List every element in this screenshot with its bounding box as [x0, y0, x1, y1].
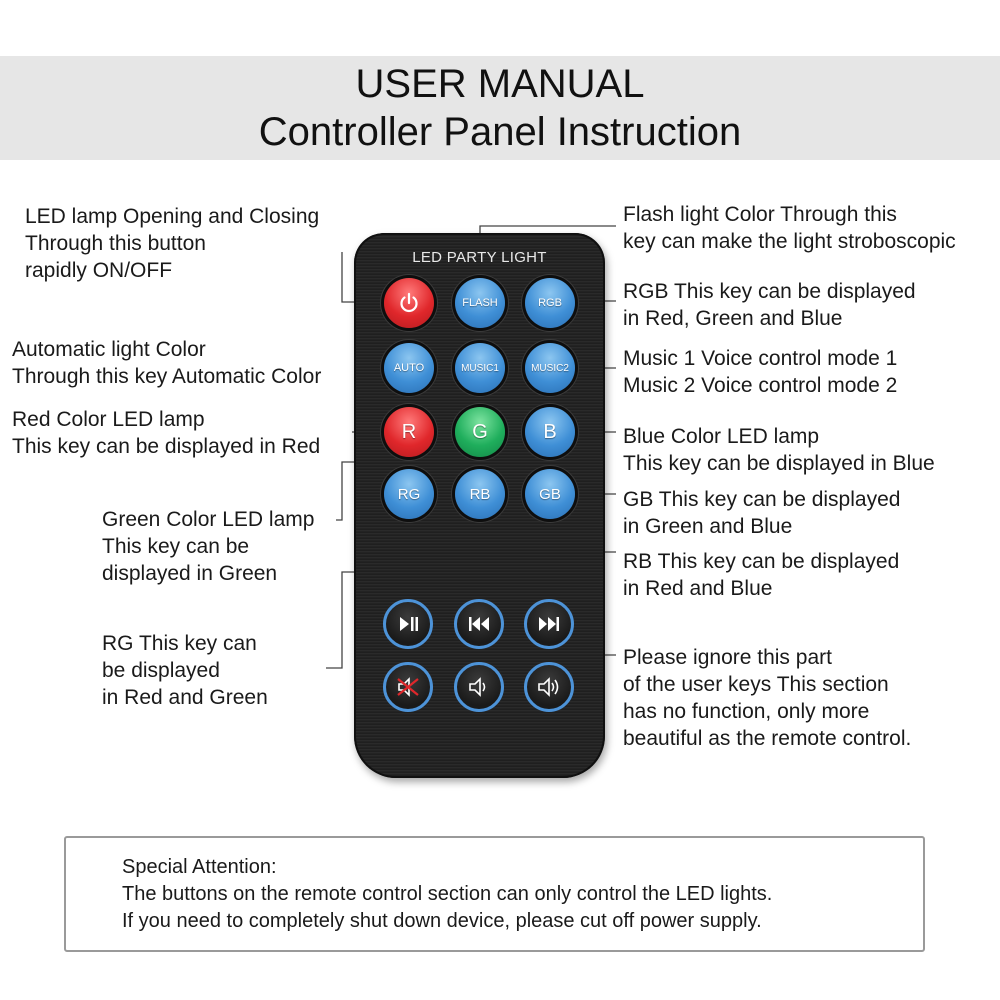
- auto-button[interactable]: AUTO: [384, 343, 434, 393]
- gb-description: GB This key can be displayed in Green and Blue: [623, 488, 901, 538]
- power-button[interactable]: [384, 278, 434, 328]
- power-description: LED lamp Opening and Closing Through this button rapidly ON/OFF: [25, 205, 320, 282]
- music2-button[interactable]: MUSIC2: [525, 343, 575, 393]
- rg-description: RG This key can be displayed in Red and Green: [102, 632, 268, 709]
- rg-button[interactable]: RG: [384, 469, 434, 519]
- previous-icon: [465, 610, 493, 638]
- flash-button[interactable]: FLASH: [455, 278, 505, 328]
- music-description: Music 1 Voice control mode 1 Music 2 Voice control mode 2: [623, 347, 898, 397]
- mute-button[interactable]: [383, 662, 433, 712]
- previous-button[interactable]: [454, 599, 504, 649]
- green-button[interactable]: G: [455, 407, 505, 457]
- volume-down-button[interactable]: [454, 662, 504, 712]
- rb-button[interactable]: RB: [455, 469, 505, 519]
- note-line-2: If you need to completely shut down device, please cut off power supply.: [122, 910, 762, 932]
- rgb-description: RGB This key can be displayed in Red, Green and Blue: [623, 280, 916, 330]
- blue-description: Blue Color LED lamp This key can be displayed in Blue: [623, 425, 935, 475]
- flash-description: Flash light Color Through this key can make the light stroboscopic: [623, 203, 956, 253]
- volume-down-icon: [465, 673, 493, 701]
- red-button[interactable]: R: [384, 407, 434, 457]
- green-description: Green Color LED lamp This key can be displayed in Green: [102, 508, 315, 585]
- page-subtitle: Controller Panel Instruction: [258, 110, 742, 154]
- volume-up-icon: [535, 673, 563, 701]
- note-heading: Special Attention:: [122, 856, 277, 878]
- music1-button[interactable]: MUSIC1: [455, 343, 505, 393]
- red-description: Red Color LED lamp This key can be displayed in Red: [12, 408, 321, 458]
- gb-button[interactable]: GB: [525, 469, 575, 519]
- ignore-description: Please ignore this part of the user keys This section has no function, only more beautiful as the remote control.: [623, 646, 912, 750]
- auto-description: Automatic light Color Through this key Automatic Color: [12, 338, 322, 388]
- mute-icon: [394, 673, 422, 701]
- next-icon: [535, 610, 563, 638]
- volume-up-button[interactable]: [524, 662, 574, 712]
- remote-brand-label: LED PARTY LIGHT: [412, 249, 547, 266]
- remote-control: [354, 233, 605, 778]
- power-icon: [397, 291, 421, 315]
- page-title: USER MANUAL: [355, 62, 645, 106]
- special-attention-box: [64, 836, 925, 952]
- note-line-1: The buttons on the remote control section can only control the LED lights.: [122, 883, 773, 905]
- blue-button[interactable]: B: [525, 407, 575, 457]
- play-pause-button[interactable]: [383, 599, 433, 649]
- play-pause-icon: [394, 610, 422, 638]
- rgb-button[interactable]: RGB: [525, 278, 575, 328]
- rb-description: RB This key can be displayed in Red and Blue: [623, 550, 900, 600]
- next-button[interactable]: [524, 599, 574, 649]
